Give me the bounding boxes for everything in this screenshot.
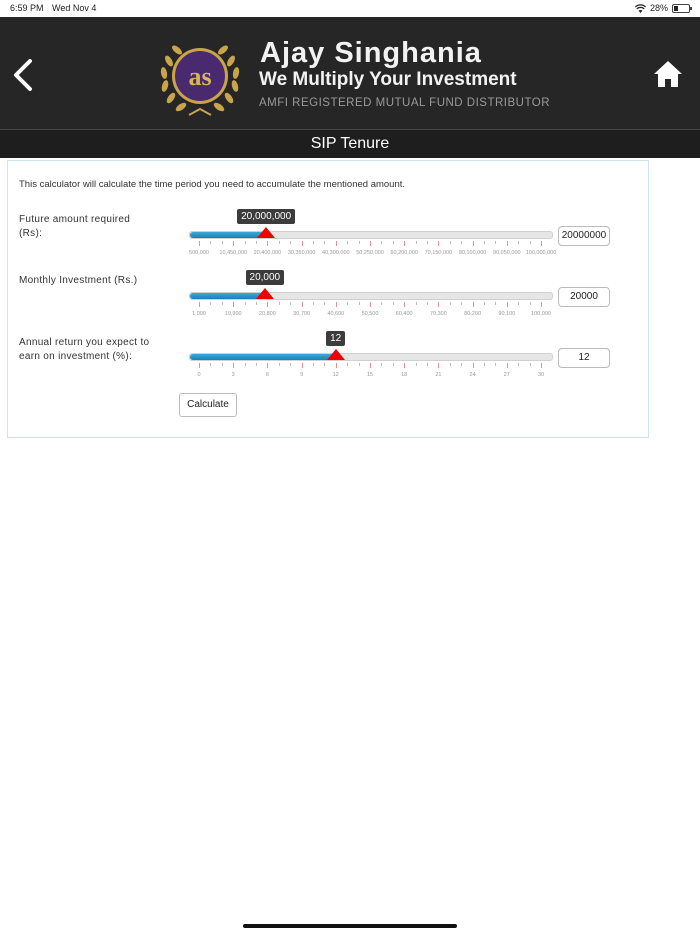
slider-tick (404, 241, 405, 246)
slider-tick (336, 363, 337, 368)
slider-tick (530, 241, 531, 244)
slider-tick (347, 241, 348, 244)
slider-tick (438, 241, 439, 246)
slider-tick (484, 302, 485, 305)
slider-tick-labels (189, 311, 551, 321)
slider-tick (233, 302, 234, 307)
status-date: Wed Nov 4 (52, 3, 97, 13)
slider-tick (450, 302, 451, 305)
slider-value-bubble: 12 (326, 331, 345, 346)
slider-tick-labels (189, 372, 551, 382)
slider-tick-label: 20,400,000 (253, 250, 282, 256)
slider-tick-label: 60,200,000 (390, 250, 418, 256)
slider-tick (210, 302, 211, 305)
slider-tick (210, 241, 211, 244)
slider-tick (438, 363, 439, 368)
slider-tick-label: 9 (300, 372, 304, 378)
slider-tick (267, 302, 268, 307)
slider-tick-label: 60,400 (395, 311, 413, 317)
slider-tick (404, 363, 405, 368)
slider-tick (199, 363, 200, 368)
slider-track[interactable] (189, 292, 553, 300)
slider-tick (495, 241, 496, 244)
monthly-investment-input[interactable]: 20000 (558, 287, 610, 307)
slider-tick-label: 90,050,000 (493, 250, 521, 256)
slider-tick (290, 241, 291, 244)
slider-tick (199, 302, 200, 307)
slider-tick-label: 50,250,000 (356, 250, 384, 256)
slider-tick-label: 10,900 (224, 311, 242, 317)
status-time: 6:59 PM (10, 3, 44, 13)
slider-tick-label: 500,000 (189, 250, 209, 256)
slider-tick (541, 241, 542, 246)
slider-tick-label: 30,350,000 (287, 250, 316, 256)
slider-tick (313, 363, 314, 366)
slider-tick (279, 302, 280, 305)
slider-tick (347, 302, 348, 305)
slider-tick-label: 80,100,000 (458, 250, 487, 256)
calculate-button[interactable]: Calculate (179, 393, 237, 417)
back-arrow-icon[interactable] (10, 57, 38, 93)
slider-tick (222, 302, 223, 305)
slider-tick-label: 100,000 (531, 311, 551, 317)
slider-value-bubble: 20,000 (246, 270, 285, 285)
slider-tick (324, 363, 325, 366)
slider-tick (381, 302, 382, 305)
slider-tick-label: 90,100 (498, 311, 516, 317)
slider-tick (210, 363, 211, 366)
slider-tick (473, 363, 474, 368)
slider-tick (381, 363, 382, 366)
slider-tick (495, 363, 496, 366)
future-amount-label: Future amount required (Rs): (19, 214, 131, 239)
slider-track[interactable] (189, 353, 553, 361)
slider-tick-label: 40,600 (327, 311, 345, 317)
slider-tick-label: 70,300 (429, 311, 447, 317)
slider-tick-label: 100,000,000 (525, 250, 557, 256)
slider-tick (427, 363, 428, 366)
slider-tick (324, 241, 325, 244)
slider-tick (302, 241, 303, 246)
home-icon[interactable] (652, 59, 684, 89)
slider-tick (381, 241, 382, 244)
wifi-icon (635, 4, 646, 13)
slider-tick (222, 363, 223, 366)
slider-tick (507, 363, 508, 368)
slider-tick (279, 363, 280, 366)
slider-handle[interactable] (256, 288, 274, 299)
slider-tick (393, 363, 394, 366)
svg-text:as: as (188, 62, 212, 91)
annual-return-label: Annual return you expect to earn on investment (%): (19, 337, 150, 362)
slider-value-bubble: 20,000,000 (237, 209, 295, 224)
status-bar (0, 0, 700, 17)
home-indicator (243, 924, 457, 928)
slider-tick (473, 302, 474, 307)
slider-tick (245, 241, 246, 244)
slider-tick-label: 6 (265, 372, 269, 378)
slider-fill (190, 232, 267, 238)
slider-tick (530, 363, 531, 366)
brand-tagline: We Multiply Your Investment (259, 69, 517, 90)
slider-tick (427, 241, 428, 244)
slider-tick-label: 30 (537, 372, 545, 378)
slider-tick-label: 50,500 (361, 311, 379, 317)
future-amount-input[interactable]: 20000000 (558, 226, 610, 246)
slider-tick (518, 363, 519, 366)
slider-tick (416, 302, 417, 305)
slider-tick (336, 241, 337, 246)
slider-tick-labels (189, 250, 557, 260)
slider-tick (473, 241, 474, 246)
slider-tick (484, 241, 485, 244)
slider-tick (416, 363, 417, 366)
slider-tick-label: 3 (231, 372, 235, 378)
slider-tick (438, 302, 439, 307)
slider-tick (245, 363, 246, 366)
slider-tick (370, 363, 371, 368)
slider-tick-label: 24 (469, 372, 476, 378)
slider-tick (393, 241, 394, 244)
slider-tick (495, 302, 496, 305)
slider-tick (199, 241, 200, 246)
brand-logo (155, 31, 245, 121)
slider-tick (233, 363, 234, 368)
slider-tick (416, 241, 417, 244)
slider-tick (370, 241, 371, 246)
slider-handle[interactable] (257, 227, 275, 238)
slider-handle[interactable] (327, 349, 345, 360)
calculator-description: This calculator will calculate the time period you need to accumulate the mentioned amount. (19, 179, 406, 190)
slider-tick (541, 363, 542, 368)
slider-tick (393, 302, 394, 305)
slider-fill (190, 354, 337, 360)
slider-tick (256, 241, 257, 244)
slider-tick-label: 80,200 (464, 311, 482, 317)
slider-tick (233, 241, 234, 246)
slider-tick (461, 241, 462, 244)
slider-tick-label: 18 (401, 372, 408, 378)
slider-track[interactable] (189, 231, 553, 239)
slider-ticks (189, 241, 551, 249)
slider-tick (461, 302, 462, 305)
slider-tick (256, 302, 257, 305)
slider-tick (279, 241, 280, 244)
slider-tick (427, 302, 428, 305)
status-right (635, 3, 690, 13)
slider-tick-label: 10,450,000 (219, 250, 247, 256)
slider-tick-label: 27 (503, 372, 510, 378)
slider-fill (190, 293, 266, 299)
slider-tick-label: 70,150,000 (424, 250, 453, 256)
battery-icon (672, 4, 690, 13)
slider-ticks (189, 363, 551, 371)
slider-tick (256, 363, 257, 366)
page-title: SIP Tenure (310, 135, 390, 152)
slider-tick (245, 302, 246, 305)
page-title-bar (0, 129, 700, 158)
slider-tick (518, 241, 519, 244)
slider-tick (267, 363, 268, 368)
slider-tick (541, 302, 542, 307)
slider-tick-label: 15 (366, 372, 374, 378)
slider-tick-label: 30,700 (293, 311, 311, 317)
slider-tick (359, 363, 360, 366)
annual-return-input[interactable]: 12 (558, 348, 610, 368)
app-header (0, 17, 700, 129)
slider-tick (302, 302, 303, 307)
slider-tick-label: 20,800 (258, 311, 276, 317)
slider-tick (359, 241, 360, 244)
slider-tick (290, 363, 291, 366)
slider-tick (404, 302, 405, 307)
slider-tick-label: 12 (332, 372, 339, 378)
slider-tick (347, 363, 348, 366)
slider-tick-label: 0 (197, 372, 201, 378)
slider-tick (313, 302, 314, 305)
slider-tick (484, 363, 485, 366)
slider-tick-label: 40,300,000 (322, 250, 350, 256)
slider-tick-label: 1,000 (192, 311, 206, 317)
slider-tick (450, 241, 451, 244)
calculator-card (7, 160, 649, 438)
slider-tick (324, 302, 325, 305)
battery-percent: 28% (649, 3, 668, 13)
slider-ticks (189, 302, 551, 310)
slider-tick (222, 241, 223, 244)
brand-name: Ajay Singhania (260, 37, 482, 69)
slider-tick (507, 302, 508, 307)
slider-tick (290, 302, 291, 305)
slider-tick (518, 302, 519, 305)
slider-tick (461, 363, 462, 366)
slider-tick (450, 363, 451, 366)
slider-tick (370, 302, 371, 307)
slider-tick (302, 363, 303, 368)
brand-subtitle: AMFI REGISTERED MUTUAL FUND DISTRIBUTOR (259, 97, 551, 109)
slider-tick (530, 302, 531, 305)
slider-tick (267, 241, 268, 246)
slider-tick (359, 302, 360, 305)
slider-tick (336, 302, 337, 307)
slider-tick (313, 241, 314, 244)
monthly-investment-label: Monthly Investment (Rs.) (19, 275, 138, 286)
slider-tick (507, 241, 508, 246)
slider-tick-label: 21 (435, 372, 442, 378)
